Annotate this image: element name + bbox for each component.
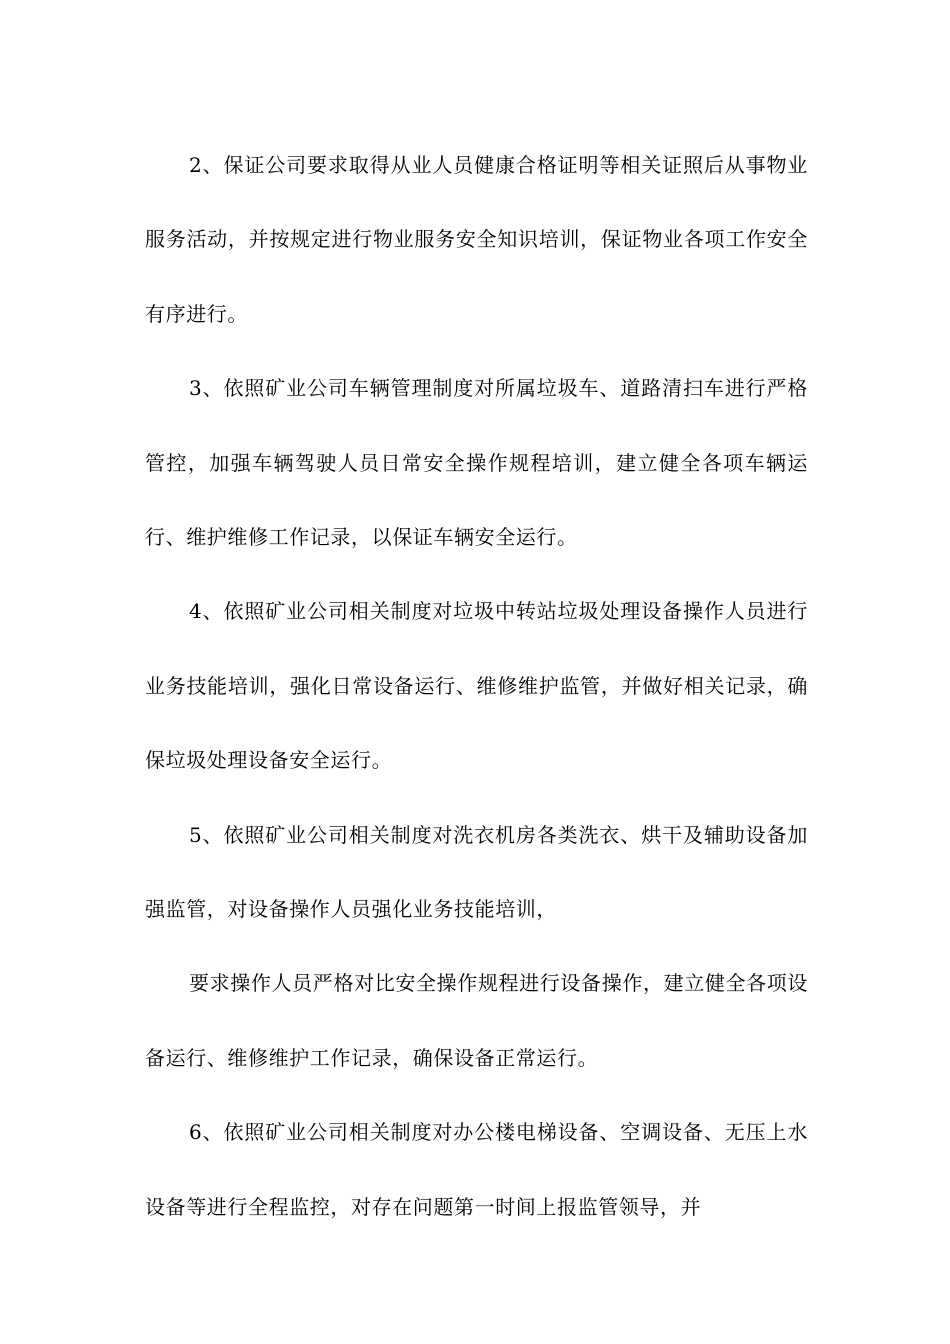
paragraph-item-3: 3、依照矿业公司车辆管理制度对所属垃圾车、道路清扫车进行严格管控，加强车辆驾驶人员日常安全操作规程培训，建立健全各项车辆运行、维护维修工作记录，以保证车辆安全运行。 <box>145 376 808 550</box>
paragraph-item-6: 6、依照矿业公司相关制度对办公楼电梯设备、空调设备、无压上水设备等进行全程监控，对存在问题第一时间上报监管领导，并 <box>145 1120 808 1219</box>
document-body <box>145 128 808 1244</box>
paragraph-item-5-continued: 要求操作人员严格对比安全操作规程进行设备操作，建立健全各项设备运行、维修维护工作记录，确保设备正常运行。 <box>145 971 808 1070</box>
paragraph-item-4: 4、依照矿业公司相关制度对垃圾中转站垃圾处理设备操作人员进行业务技能培训，强化日常设备运行、维修维护监管，并做好相关记录，确保垃圾处理设备安全运行。 <box>145 599 808 773</box>
paragraph-item-5: 5、依照矿业公司相关制度对洗衣机房各类洗衣、烘干及辅助设备加强监管，对设备操作人员强化业务技能培训， <box>145 822 808 922</box>
paragraph-item-2: 2、保证公司要求取得从业人员健康合格证明等相关证照后从事物业服务活动，并按规定进行物业服务安全知识培训，保证物业各项工作安全有序进行。 <box>145 153 808 326</box>
